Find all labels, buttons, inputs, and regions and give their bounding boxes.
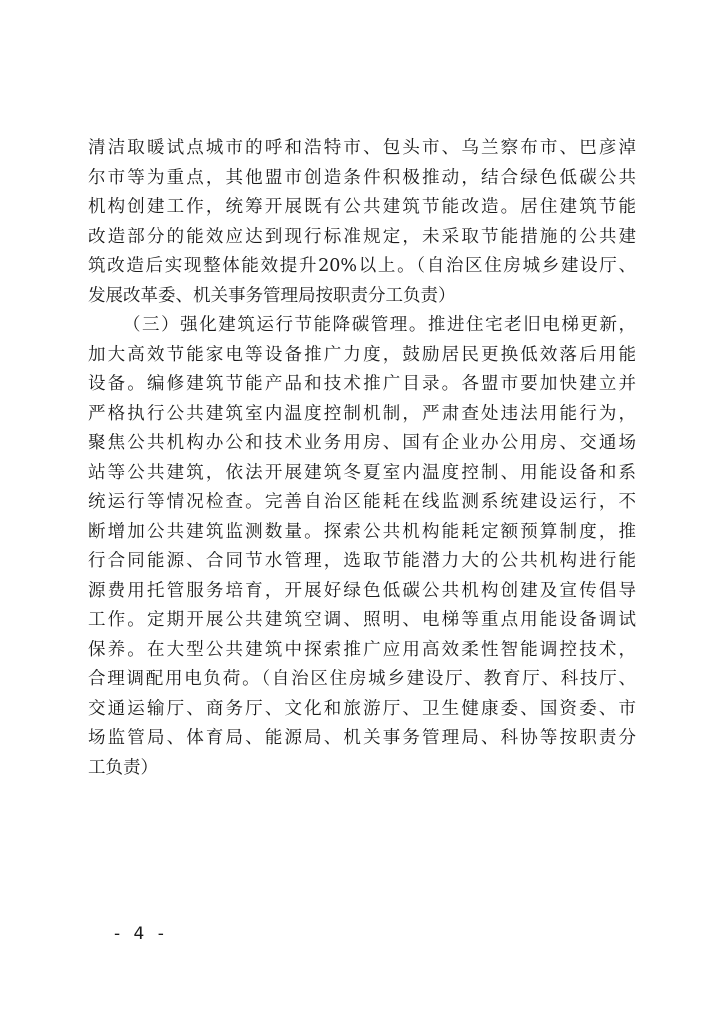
text-line: 交通运输厅、商务厅、文化和旅游厅、卫生健康委、国资委、市: [88, 698, 636, 719]
text-line: 加大高效节能家电等设备推广力度，鼓励居民更换低效落后用能: [88, 344, 636, 365]
section-heading-line: （三）强化建筑运行节能降碳管理。推进住宅老旧电梯更新，: [123, 315, 636, 335]
text-line: 源费用托管服务培育，开展好绿色低碳公共机构创建及宣传倡导: [88, 580, 636, 601]
text-line: 工负责）: [88, 757, 158, 778]
text-line: 场监管局、体育局、能源局、机关事务管理局、科协等按职责分: [88, 728, 636, 748]
page-number: - 4 -: [114, 924, 168, 944]
text-line: 工作。定期开展公共建筑空调、照明、电梯等重点用能设备调试: [88, 610, 636, 630]
text-line: 站等公共建筑，依法开展建筑冬夏室内温度控制、用能设备和系: [88, 462, 636, 483]
text-line: 清洁取暖试点城市的呼和浩特市、包头市、乌兰察布市、巴彦淖: [88, 138, 636, 158]
text-line: 改造部分的能效应达到现行标准规定，未采取节能措施的公共建: [88, 226, 636, 247]
text-line: 尔市等为重点，其他盟市创造条件积极推动，结合绿色低碳公共: [88, 167, 636, 188]
text-line: 保养。在大型公共建筑中探索推广应用高效柔性智能调控技术，: [88, 639, 636, 660]
text-line: 断增加公共建筑监测数量。探索公共机构能耗定额预算制度，推: [88, 521, 636, 542]
text-line: 聚焦公共机构办公和技术业务用房、国有企业办公用房、交通场: [88, 433, 636, 453]
text-line: 发展改革委、机关事务管理局按职责分工负责）: [88, 285, 456, 306]
text-line: 机构创建工作，统筹开展既有公共建筑节能改造。居住建筑节能: [88, 197, 636, 217]
text-line: 严格执行公共建筑室内温度控制机制，严肃查处违法用能行为，: [88, 403, 636, 424]
text-line: 行合同能源、合同节水管理，选取节能潜力大的公共机构进行能: [88, 551, 636, 571]
body-text: [88, 134, 636, 783]
text-line: 统运行等情况检查。完善自治区能耗在线监测系统建设运行，不: [88, 492, 636, 512]
text-line: 筑改造后实现整体能效提升20%以上。（自治区住房城乡建设厅、: [88, 256, 636, 276]
text-line: 设备。编修建筑节能产品和技术推广目录。各盟市要加快建立并: [88, 374, 636, 394]
text-line: 合理调配用电负荷。（自治区住房城乡建设厅、教育厅、科技厅、: [88, 669, 636, 689]
